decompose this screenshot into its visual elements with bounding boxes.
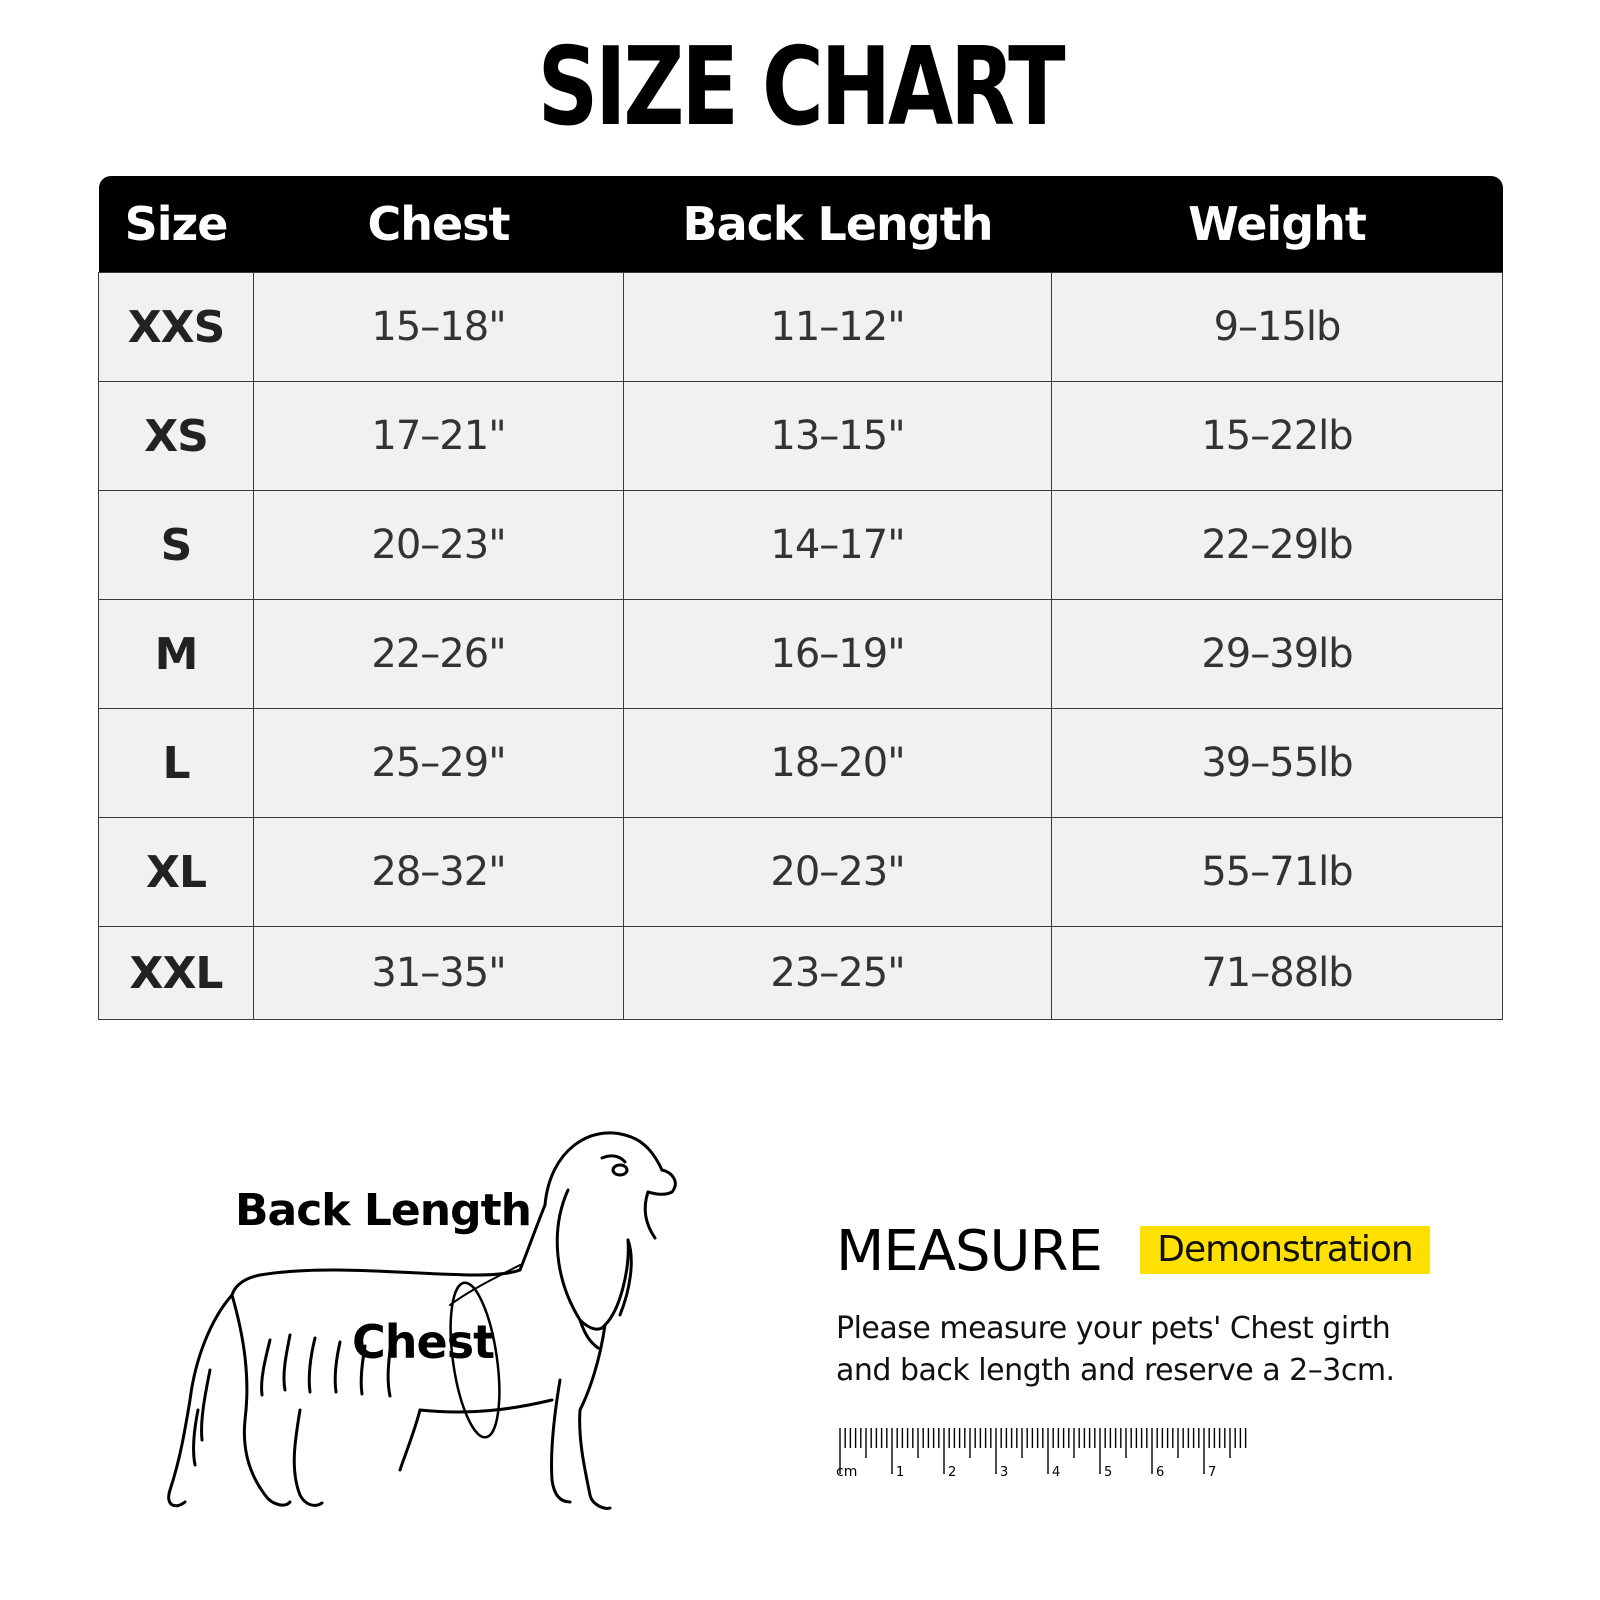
table-row (99, 491, 1503, 600)
weight-cell: 15–22lb (1052, 382, 1503, 491)
instructions-line-2: and back length and reserve a 2–3cm. (836, 1353, 1395, 1388)
ruler-number: 6 (1156, 1465, 1165, 1480)
back-length-cell: 14–17" (624, 491, 1052, 600)
back-length-cell: 18–20" (624, 709, 1052, 818)
weight-cell: 55–71lb (1052, 818, 1503, 927)
weight-cell: 9–15lb (1052, 273, 1503, 382)
table-row (99, 273, 1503, 382)
size-cell: XL (99, 818, 254, 927)
size-cell: XS (99, 382, 254, 491)
chest-cell: 25–29" (254, 709, 624, 818)
ruler-number: 5 (1104, 1465, 1113, 1480)
ruler-number: 7 (1208, 1465, 1217, 1480)
header-back-length: Back Length (624, 176, 1052, 273)
table-row (99, 927, 1503, 1020)
weight-cell: 29–39lb (1052, 600, 1503, 709)
ruler-number: 1 (896, 1465, 905, 1480)
back-length-label: Back Length (235, 1185, 531, 1236)
weight-cell: 39–55lb (1052, 709, 1503, 818)
chest-cell: 20–23" (254, 491, 624, 600)
chest-cell: 15–18" (254, 273, 624, 382)
chest-cell: 28–32" (254, 818, 624, 927)
size-cell: L (99, 709, 254, 818)
table-row (99, 382, 1503, 491)
weight-cell: 71–88lb (1052, 927, 1503, 1020)
size-cell: XXL (99, 927, 254, 1020)
header-weight: Weight (1052, 176, 1503, 273)
chest-cell: 17–21" (254, 382, 624, 491)
chest-label: Chest (352, 1315, 495, 1369)
table-row (99, 709, 1503, 818)
instructions-line-1: Please measure your pets' Chest girth (836, 1311, 1391, 1346)
chest-cell: 31–35" (254, 927, 624, 1020)
size-cell: XXS (99, 273, 254, 382)
back-length-cell: 11–12" (624, 273, 1052, 382)
measure-heading: MEASURE (836, 1219, 1102, 1284)
ruler-unit-label: cm (836, 1464, 858, 1480)
back-length-cell: 23–25" (624, 927, 1052, 1020)
size-cell: M (99, 600, 254, 709)
table-header-row (99, 176, 1503, 273)
table-row (99, 600, 1503, 709)
size-chart-table (98, 176, 1503, 1020)
weight-cell: 22–29lb (1052, 491, 1503, 600)
ruler-icon (836, 1426, 1256, 1490)
back-length-cell: 20–23" (624, 818, 1052, 927)
demonstration-tag: Demonstration (1140, 1226, 1430, 1274)
ruler-number: 2 (948, 1465, 957, 1480)
page-title: SIZE CHART (537, 25, 1063, 150)
table-row (99, 818, 1503, 927)
header-chest: Chest (254, 176, 624, 273)
header-size: Size (99, 176, 254, 273)
back-length-cell: 13–15" (624, 382, 1052, 491)
ruler-number: 4 (1052, 1465, 1061, 1480)
chest-cell: 22–26" (254, 600, 624, 709)
size-cell: S (99, 491, 254, 600)
ruler-number: 3 (1000, 1465, 1009, 1480)
back-length-cell: 16–19" (624, 600, 1052, 709)
measure-instructions (836, 1308, 1476, 1392)
